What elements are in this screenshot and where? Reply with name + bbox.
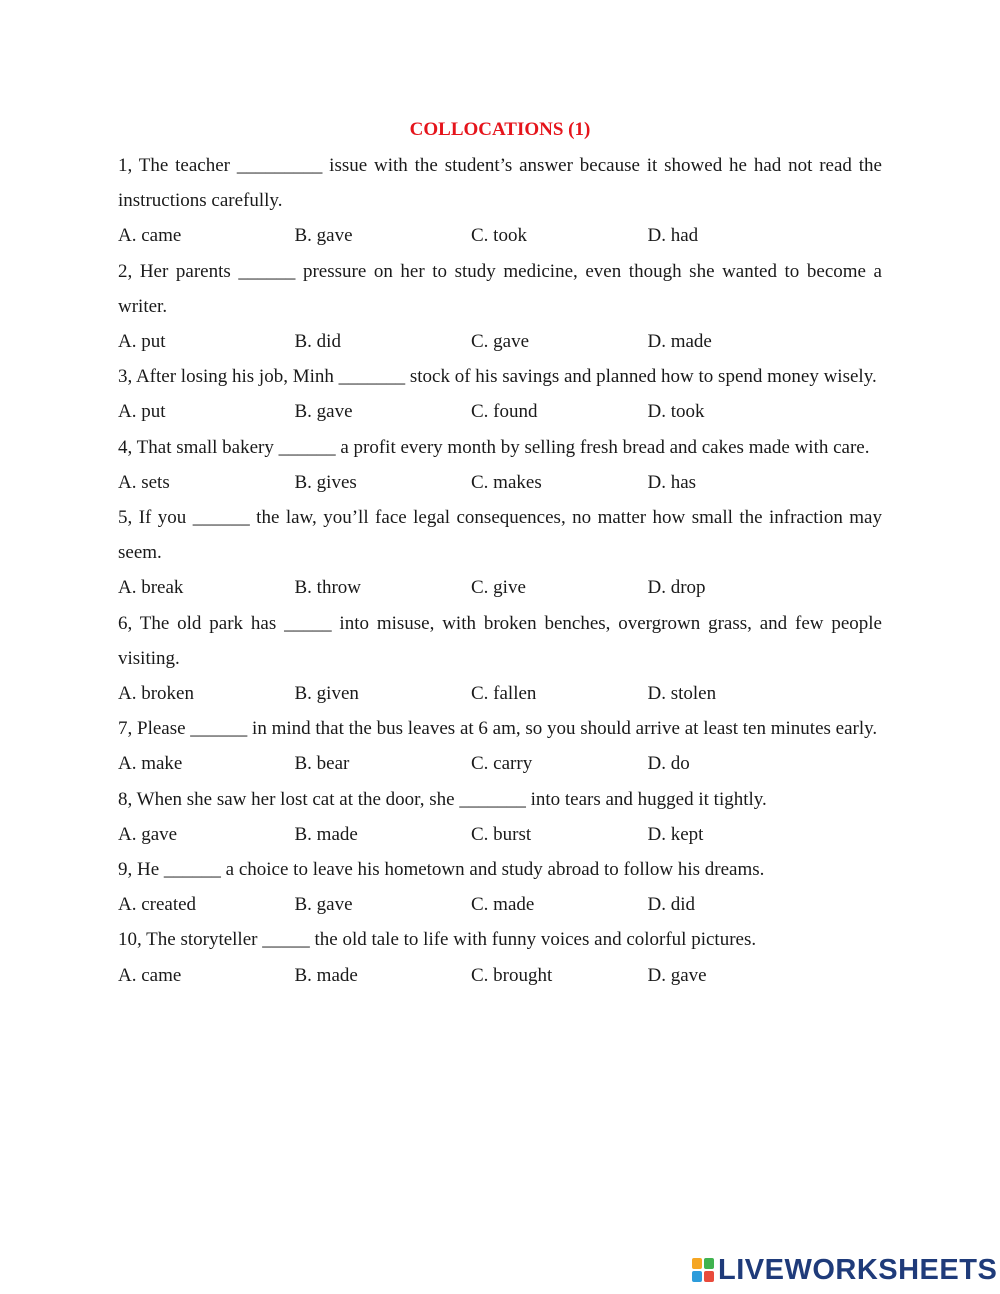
option-d[interactable]: D. had — [647, 225, 699, 247]
option-c[interactable]: C. brought — [471, 964, 553, 986]
answer-options — [118, 676, 882, 711]
answer-options — [118, 570, 882, 605]
question-9 — [118, 852, 882, 922]
logo-square-3 — [692, 1271, 702, 1282]
question-text: 3, After losing his job, Minh _______ stock of his savings and planned how to spend money wisely. — [118, 366, 877, 388]
answer-options — [118, 394, 882, 429]
question-text: 8, When she saw her lost cat at the door, she _______ into tears and hugged it tightly. — [118, 788, 767, 810]
question-5 — [118, 500, 882, 606]
answer-options — [118, 958, 882, 993]
answer-options — [118, 887, 882, 922]
logo-square-1 — [692, 1258, 702, 1269]
option-a[interactable]: A. make — [118, 753, 183, 775]
option-d[interactable]: D. has — [647, 471, 697, 493]
option-c[interactable]: C. made — [471, 894, 535, 916]
option-d[interactable]: D. stolen — [647, 682, 717, 704]
option-a[interactable]: A. came — [118, 964, 182, 986]
option-c[interactable]: C. found — [471, 401, 538, 423]
question-8 — [118, 782, 882, 852]
option-b[interactable]: B. made — [294, 964, 358, 986]
option-a[interactable]: A. came — [118, 225, 182, 247]
question-text: 6, The old park has _____ into misuse, with broken benches, overgrown grass, and few people visiting. — [118, 612, 882, 669]
option-b[interactable]: B. gave — [294, 225, 353, 247]
question-text: 1, The teacher _________ issue with the student’s answer because it showed he had not read the instructions carefully. — [118, 155, 882, 212]
option-b[interactable]: B. made — [294, 823, 358, 845]
option-d[interactable]: D. drop — [647, 577, 706, 599]
option-a[interactable]: A. put — [118, 331, 166, 352]
logo-square-4 — [704, 1271, 714, 1282]
option-d[interactable]: D. made — [647, 331, 712, 352]
option-c[interactable]: C. took — [471, 225, 527, 247]
logo-square-2 — [704, 1258, 714, 1269]
answer-options — [118, 817, 882, 852]
option-b[interactable]: B. throw — [294, 577, 361, 599]
option-c[interactable]: C. makes — [471, 471, 542, 493]
option-c[interactable]: C. fallen — [471, 682, 537, 704]
question-text: 5, If you ______ the law, you’ll face legal consequences, no matter how small the infraction may seem. — [118, 506, 882, 564]
option-d[interactable]: D. took — [647, 401, 705, 423]
question-text: 4, That small bakery ______ a profit every month by selling fresh bread and cakes made with care. — [118, 436, 870, 458]
question-10 — [118, 922, 882, 992]
logo-text: LIVEWORKSHEETS — [718, 1253, 998, 1286]
option-b[interactable]: B. given — [294, 682, 359, 704]
option-b[interactable]: B. gave — [294, 401, 353, 423]
option-d[interactable]: D. gave — [647, 964, 707, 986]
answer-options — [118, 746, 882, 781]
option-a[interactable]: A. gave — [118, 823, 178, 845]
question-text: 7, Please ______ in mind that the bus leaves at 6 am, so you should arrive at least ten minutes early. — [118, 718, 878, 740]
option-d[interactable]: D. kept — [647, 823, 704, 845]
option-a[interactable]: A. break — [118, 577, 184, 599]
option-b[interactable]: B. gave — [294, 894, 353, 916]
option-a[interactable]: A. sets — [118, 471, 170, 493]
liveworksheets-logo-icon — [692, 1258, 714, 1282]
answer-options — [118, 465, 882, 500]
option-b[interactable]: B. gives — [294, 471, 357, 493]
option-b[interactable]: B. did — [294, 331, 341, 352]
question-text: 10, The storyteller _____ the old tale to life with funny voices and colorful pictures. — [118, 929, 757, 951]
question-3 — [118, 359, 882, 429]
option-a[interactable]: A. broken — [118, 682, 194, 704]
option-d[interactable]: D. did — [647, 894, 695, 916]
answer-options — [118, 324, 882, 359]
question-list — [118, 148, 882, 993]
option-c[interactable]: C. gave — [471, 331, 530, 352]
question-text: 2, Her parents ______ pressure on her to study medicine, even though she wanted to become a writer. — [118, 260, 882, 317]
answer-options — [118, 218, 882, 253]
option-a[interactable]: A. created — [118, 894, 197, 916]
liveworksheets-logo — [692, 1254, 997, 1286]
question-2 — [118, 254, 882, 360]
option-c[interactable]: C. carry — [471, 753, 533, 775]
question-4 — [118, 430, 882, 500]
option-b[interactable]: B. bear — [294, 753, 350, 775]
question-7 — [118, 711, 882, 781]
question-6 — [118, 606, 882, 712]
option-c[interactable]: C. burst — [471, 823, 532, 845]
option-d[interactable]: D. do — [647, 753, 690, 775]
worksheet-title: COLLOCATIONS (1) — [409, 119, 591, 140]
option-c[interactable]: C. give — [471, 577, 526, 599]
option-a[interactable]: A. put — [118, 401, 166, 423]
question-1 — [118, 148, 882, 254]
question-text: 9, He ______ a choice to leave his hometown and study abroad to follow his dreams. — [118, 858, 765, 880]
